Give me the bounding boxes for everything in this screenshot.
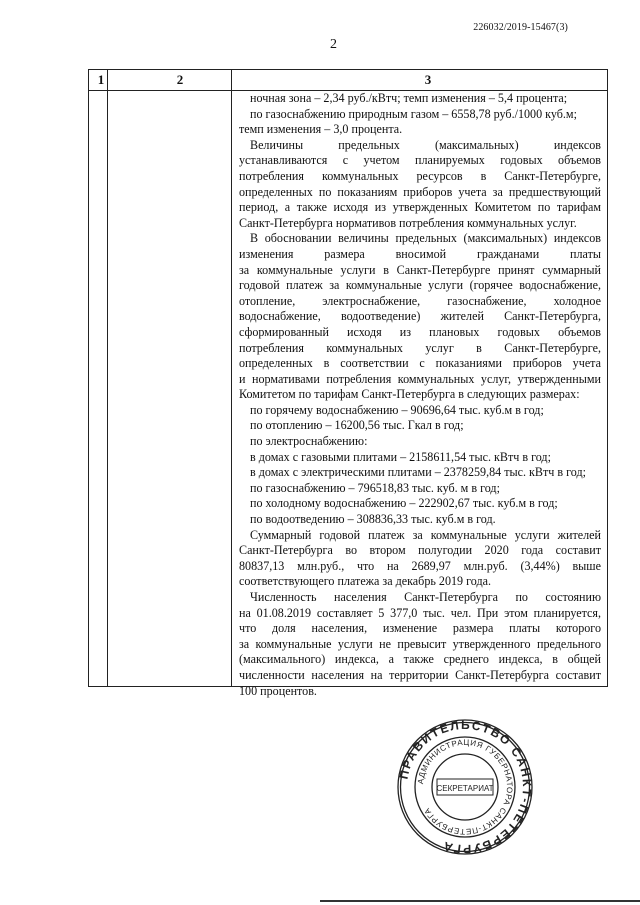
- column-3-text: [239, 90, 601, 699]
- text-line: определенных в соответствии с показаниями приборов учета: [239, 356, 601, 371]
- text-line: Величины предельных (максимальных) индексов: [250, 137, 601, 152]
- secretariat-stamp: [396, 718, 534, 856]
- content-table: [88, 69, 608, 698]
- table-header-row: [89, 70, 607, 91]
- stamp-inner-text: АДМИНИСТРАЦИЯ ГУБЕРНАТОРА САНКТ-ПЕТЕРБУРГА: [416, 737, 515, 837]
- text-line: изменения размера вносимой гражданами платы: [239, 246, 601, 261]
- column-divider-1: [107, 70, 108, 686]
- text-line: по электроснабжению:: [250, 434, 368, 449]
- text-line: на 01.08.2019 составляет 5 377,0 тыс. чел. При этом планируется,: [239, 605, 601, 620]
- text-line: по горячему водоснабжению – 90696,64 тыс. куб.м в год;: [250, 402, 544, 417]
- text-line: ночная зона – 2,34 руб./кВтч; темп изменения – 5,4 процента;: [250, 91, 568, 105]
- text-line: потребления коммунальных ресурсов в Санкт-Петербурге,: [239, 168, 601, 183]
- text-line: по водоотведению – 308836,33 тыс. куб.м в год.: [250, 512, 496, 527]
- text-line: водоснабжение, водоотведение) жителей Санкт-Петербурга,: [239, 309, 601, 324]
- text-line: устанавливаются с учетом планируемых годовых объемов: [239, 153, 601, 168]
- text-line: Численность населения Санкт-Петербурга по состоянию: [250, 590, 601, 604]
- text-line: период, а также исходя из утвержденных Комитетом по тарифам: [239, 200, 601, 215]
- text-line: годовой платеж за коммунальные услуги (горячее водоснабжение,: [239, 278, 601, 293]
- text-line: сформированный исходя из плановых годовых объемов: [239, 324, 601, 339]
- text-line: в домах с электрическими плитами – 2378259,84 тыс. кВтч в год;: [250, 465, 586, 480]
- page-bottom-rule: [320, 900, 640, 902]
- text-line: Комитетом по тарифам Санкт-Петербурга в следующих размерах:: [239, 387, 580, 402]
- column-header-3: 3: [424, 72, 432, 87]
- column-header-2: 2: [176, 72, 184, 87]
- text-line: 100 процентов.: [239, 683, 317, 698]
- text-line: по газоснабжению природным газом – 6558,78 руб./1000 куб.м;: [250, 106, 577, 121]
- text-line: темп изменения – 3,0 процента.: [239, 122, 403, 137]
- text-line: и нормативами потребления коммунальных услуг, утвержденными: [239, 371, 601, 386]
- text-line: численности населения на территории Санкт-Петербурга составит: [239, 667, 601, 682]
- stamp-outer-text: ПРАВИТЕЛЬСТВО САНКТ-ПЕТЕРБУРГА: [396, 718, 534, 856]
- column-header-1: 1: [97, 72, 105, 87]
- text-line: потребления коммунальных услуг в Санкт-Петербурге,: [239, 340, 601, 355]
- text-line: по газоснабжению – 796518,83 тыс. куб. м в год;: [250, 480, 500, 495]
- column-divider-2: [231, 70, 232, 686]
- text-line: 80837,13 млн.руб., что на 2689,97 млн.руб. (3,44%) выше: [239, 558, 601, 573]
- text-line: что доля населения, изменение размера платы которого: [239, 621, 601, 636]
- text-line: по холодному водоснабжению – 222902,67 тыс. куб.м в год;: [250, 496, 558, 511]
- text-line: в домах с газовыми плитами – 2158611,54 тыс. кВтч в год;: [250, 449, 551, 464]
- text-line: определенных по показаниям приборов учета за предшествующий: [239, 184, 601, 199]
- text-line: В обосновании величины предельных (максимальных) индексов: [250, 231, 601, 246]
- text-line: по отоплению – 16200,56 тыс. Гкал в год;: [250, 418, 464, 433]
- text-line: за коммунальные услуги в Санкт-Петербурге принят суммарный: [239, 262, 601, 277]
- page-number: 2: [330, 37, 337, 52]
- document-id: 226032/2019-15467(3): [473, 22, 568, 33]
- text-line: Санкт-Петербурга нормативов потребления коммунальных услуг.: [239, 215, 577, 230]
- text-line: Санкт-Петербурга во втором полугодии 2020 года составит: [239, 543, 601, 558]
- text-line: Суммарный годовой платеж за коммунальные услуги жителей: [250, 527, 601, 542]
- text-line: отопление, электроснабжение, газоснабжение, холодное: [239, 293, 601, 308]
- text-line: соответствующего платежа за декабрь 2019 года.: [239, 574, 492, 589]
- text-line: (максимального) индекса, а также среднего индекса, в общей: [239, 652, 601, 667]
- stamp-center-text: СЕКРЕТАРИАТ: [436, 784, 494, 793]
- text-line: за коммунальные услуги не превысит утвержденного предельного: [239, 636, 601, 651]
